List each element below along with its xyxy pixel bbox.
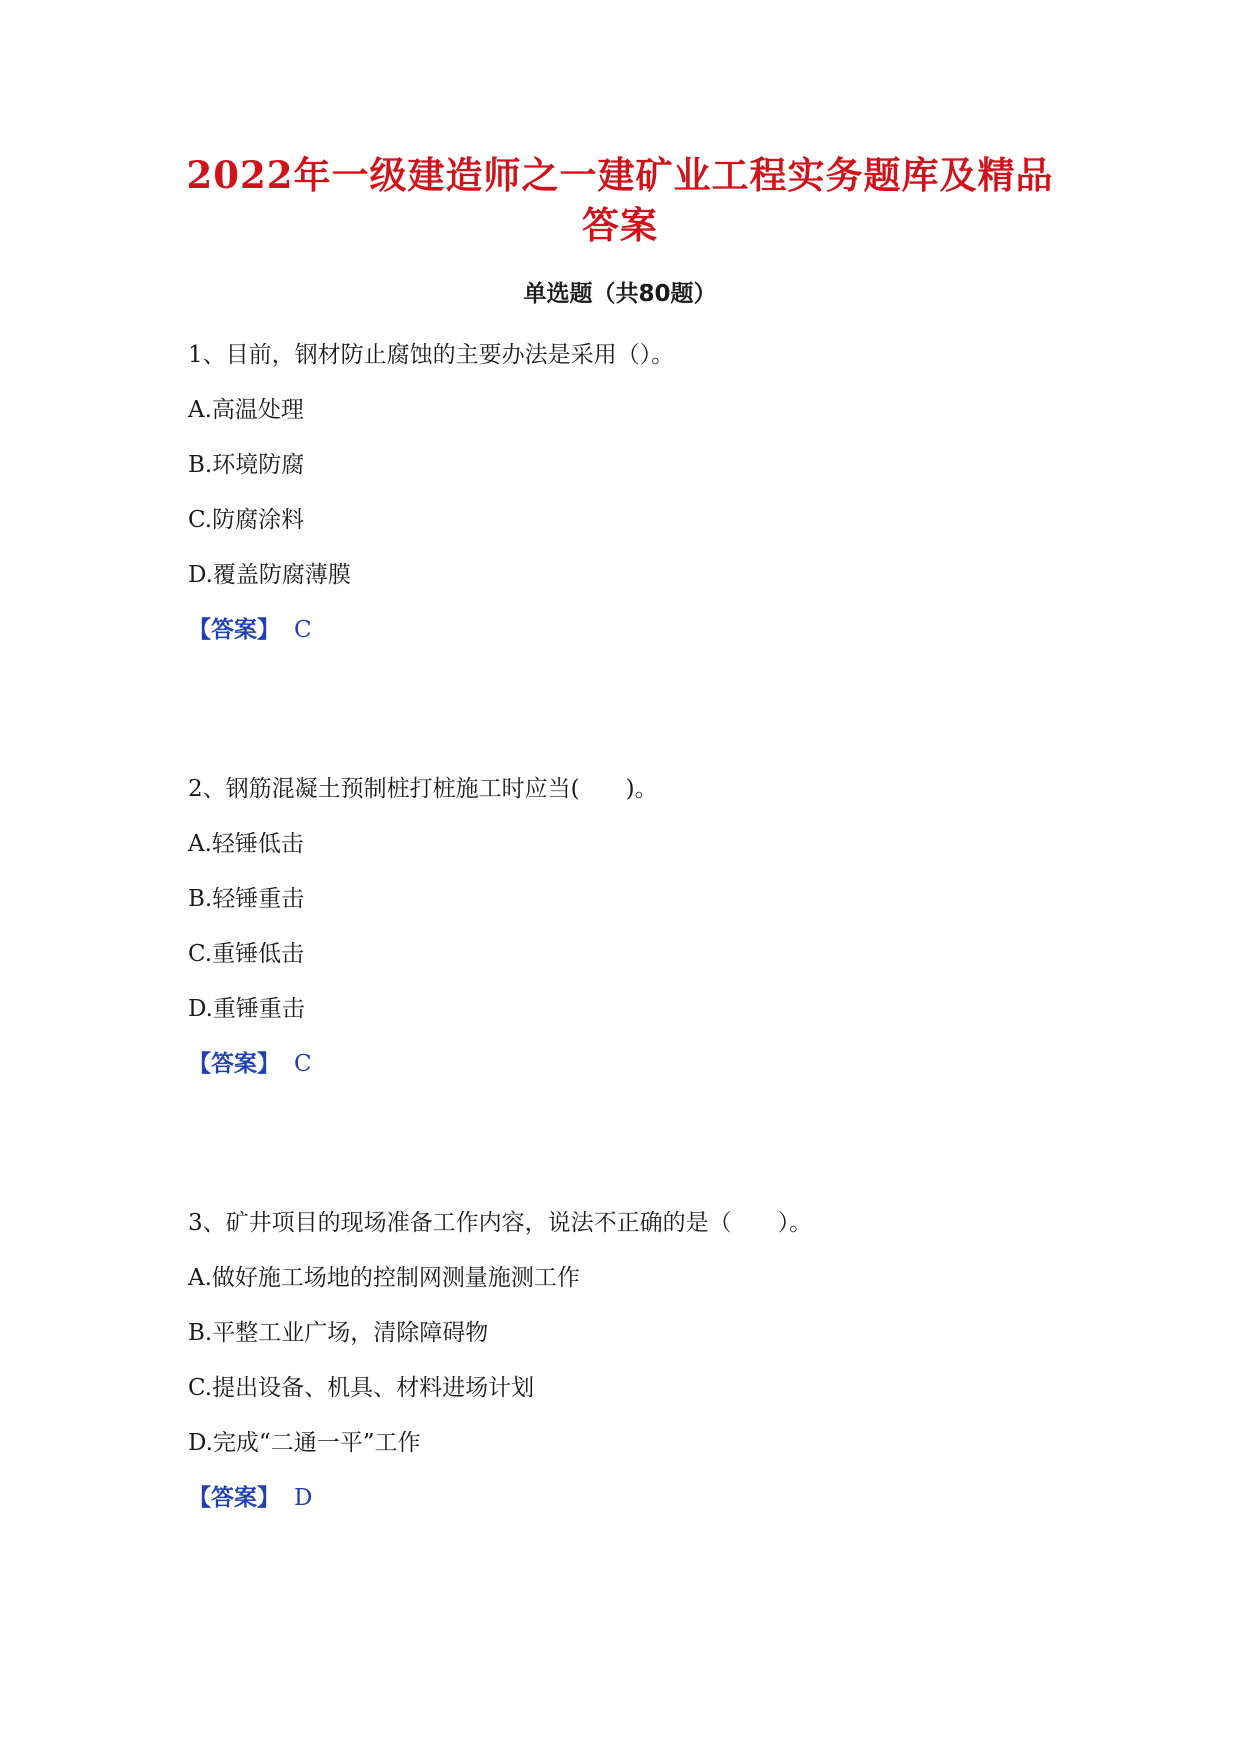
- question-1-answer: [188, 614, 312, 646]
- document-title: [120, 150, 1120, 250]
- question-3-option-c: C.提出设备、机具、材料进场计划: [188, 1375, 535, 1401]
- question-3-answer: [188, 1482, 312, 1514]
- question-2-option-a: A.轻锤低击: [188, 831, 304, 857]
- question-2-option-b: B.轻锤重击: [188, 886, 305, 912]
- question-2-option-d: D.重锤重击: [188, 996, 305, 1022]
- title-line-2: 答案: [582, 203, 658, 247]
- answer-value: D: [294, 1485, 313, 1511]
- question-1-option-a: A.高温处理: [188, 397, 304, 423]
- question-2-stem: 2、钢筋混凝土预制桩打桩施工时应当( )。: [188, 776, 658, 802]
- answer-label: 【答案】: [188, 1051, 280, 1077]
- question-3-stem: 3、矿井项目的现场准备工作内容，说法不正确的是（ ）。: [188, 1210, 813, 1236]
- question-1-option-c: C.防腐涂料: [188, 507, 305, 533]
- question-3-option-d: D.完成“二通一平”工作: [188, 1430, 421, 1456]
- question-3-option-a: A.做好施工场地的控制网测量施测工作: [188, 1265, 580, 1291]
- answer-label: 【答案】: [188, 1485, 280, 1511]
- question-1-option-b: B.环境防腐: [188, 452, 305, 478]
- answer-label: 【答案】: [188, 617, 280, 643]
- question-1-option-d: D.覆盖防腐薄膜: [188, 562, 351, 588]
- question-1-stem: 1、目前，钢材防止腐蚀的主要办法是采用（）。: [188, 342, 675, 368]
- title-line-1: 2022年一级建造师之一建矿业工程实务题库及精品: [186, 153, 1054, 197]
- question-3-option-b: B.平整工业广场，清除障碍物: [188, 1320, 489, 1346]
- section-heading: 单选题（共80题）: [523, 281, 717, 307]
- question-2-answer: [188, 1048, 312, 1080]
- question-2-option-c: C.重锤低击: [188, 941, 305, 967]
- answer-value: C: [294, 1051, 312, 1077]
- answer-value: C: [294, 617, 312, 643]
